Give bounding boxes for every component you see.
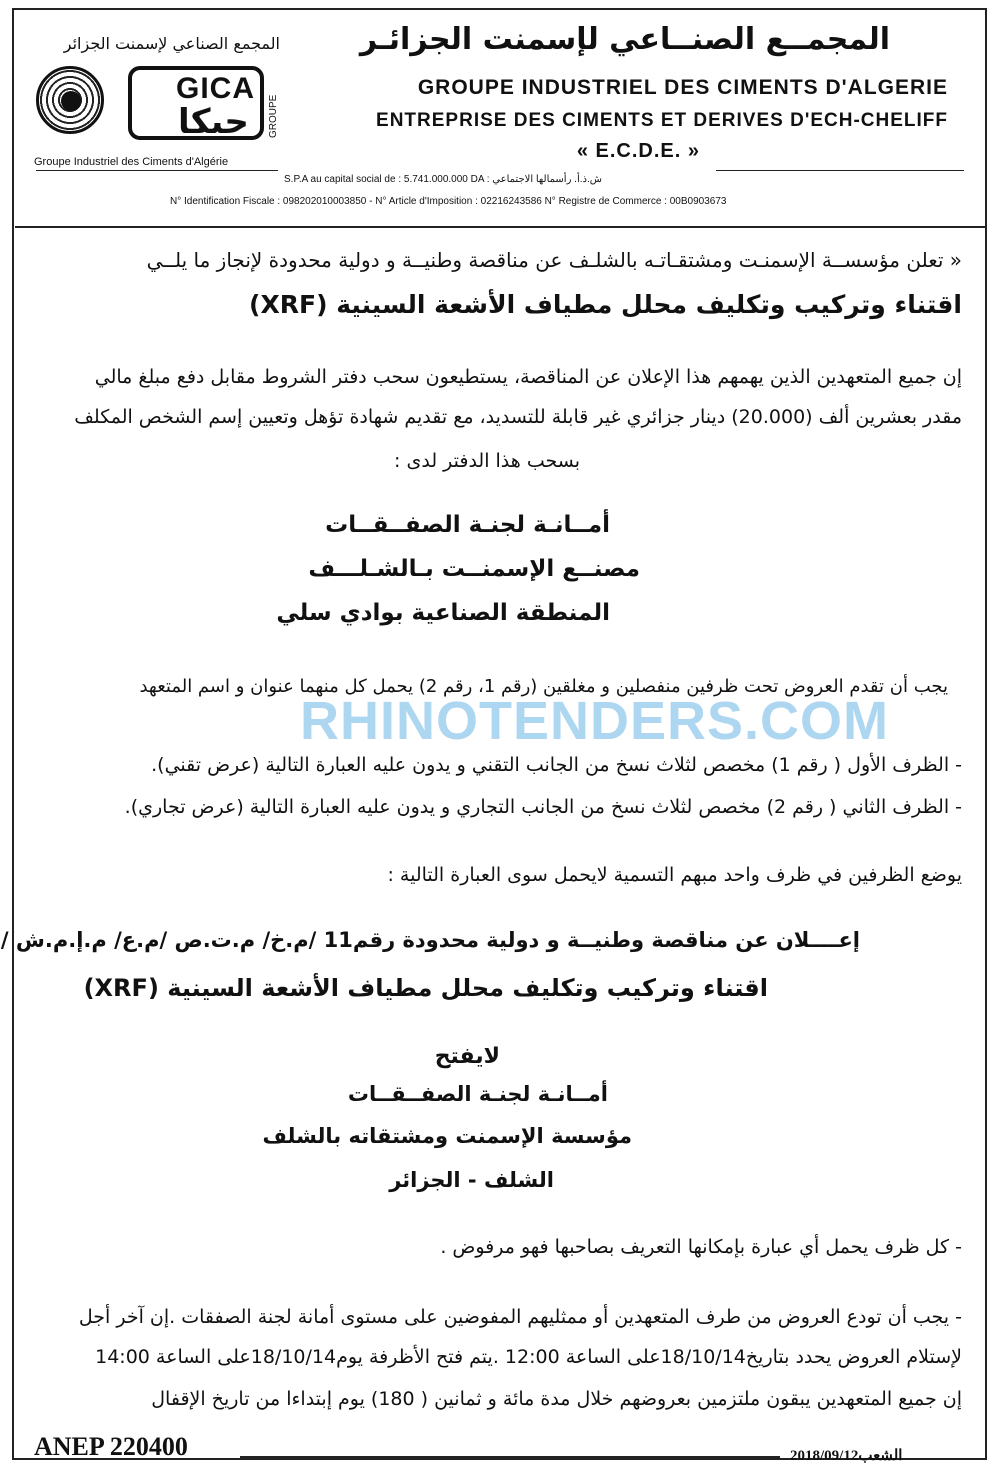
paragraph-line: مقدر بعشرين ألف (20.000) دينار جزائري غير قابلة للتسديد، مع تقديم شهادة تؤهل وتعيين إسم الشخص المكلف (74, 406, 962, 428)
publication-date: الشعب2018/09/12 (790, 1448, 903, 1464)
deadline-line: إن جميع المتعهدين يبقون ملتزمين بعروضهم خلال مدة مائة و ثمانين ( 180) يوم إبتداءا من تاريخ الإقفال (151, 1388, 962, 1410)
do-not-open-label: لايفتح (434, 1044, 500, 1069)
deadline-line: - يجب أن تودع العروض من طرف المتعهدين أو ممثليهم المفوضين على مستوى أمانة لجنة الصفقات .إن آخر أجل (78, 1306, 962, 1328)
divider (716, 170, 964, 171)
divider (36, 170, 278, 171)
address-line: مؤسسة الإسمنت ومشتقاته بالشلف (262, 1124, 632, 1148)
watermark: RHINOTENDERS.COM (300, 691, 890, 751)
paragraph-line: بسحب هذا الدفتر لدى : (394, 450, 580, 472)
header-title-arabic: المجمــع الصنــاعي لإسمنت الجزائـر (359, 22, 890, 57)
rejection-notice: - كل ظرف يحمل أي عبارة بإمكانها التعريف بصاحبها فهو مرفوض . (440, 1236, 962, 1258)
paragraph-line: إن جميع المتعهدين الذين يهمهم هذا الإعلان عن المناقصة، يستطيعون سحب دفتر الشروط مقابل دفع مبلغ مالي (94, 366, 962, 388)
anep-reference: ANEP 220400 (34, 1432, 188, 1461)
paragraph-line: يجب أن تقدم العروض تحت ظرفين منفصلين و مغلقين (رقم 1، رقم 2) يحمل كل منهما عنوان و اسم المتعهد (139, 676, 948, 697)
logo-caption-french: Groupe Industriel des Ciments d'Algérie (34, 156, 229, 168)
gica-logo-arabic: جيكا (178, 102, 249, 142)
envelope-line: - الظرف الأول ( رقم 1) مخصص لثلاث نسخ من الجانب التقني و يدون عليه العبارة التالية (عرض تقني). (151, 754, 962, 776)
seal-icon (36, 66, 104, 134)
gica-logo-text: GICA (176, 72, 255, 105)
header-separator (15, 226, 985, 228)
header-entreprise-name: ENTREPRISE DES CIMENTS ET DERIVES D'ECH-CHELIFF (376, 110, 948, 131)
divider (240, 1456, 780, 1458)
address-line: الشلف - الجزائر (389, 1168, 554, 1192)
intro-text: « تعلن مؤسســة الإسمنـت ومشتقـاتـه بالشلـف عن مناقصة وطنيــة و دولية محدودة لإنجاز ما يلــي (146, 248, 962, 272)
registration-info: N° Identification Fiscale : 098202010003850 - N° Article d'Imposition : 02216243586 N° Registre de Commerce : 00B0903673 (170, 196, 727, 207)
capital-info: S.P.A au capital social de : 5.741.000.000 DA : ش.ذ.أ. رأسمالها الاجتماعي (284, 174, 602, 185)
address-line: مصنــع الإسمنــت بـالشـلـــف (308, 556, 640, 582)
header-acronym: « E.C.D.E. » (576, 140, 700, 162)
header-company-name: GROUPE INDUSTRIEL DES CIMENTS D'ALGERIE (417, 76, 948, 99)
address-line: أمــانـة لجنـة الصفــقــات (347, 1082, 608, 1106)
paragraph-line: يوضع الظرفين في ظرف واحد مبهم التسمية لايحمل سوى العبارة التالية : (387, 864, 962, 886)
address-line: المنطقة الصناعية بوادي سلي (276, 600, 610, 626)
address-line: أمــانـة لجنـة الصفــقــات (325, 512, 610, 538)
envelope-line: - الظرف الثاني ( رقم 2) مخصص لثلاث نسخ من الجانب التجاري و يدون عليه العبارة التالية (عرض تجاري). (124, 796, 962, 818)
logo-groupe-label: GROUPE (268, 94, 279, 138)
logo-caption-arabic: المجمع الصناعي لإسمنت الجزائر (63, 34, 280, 53)
tender-title: اقتناء وتركيب وتكليف محلل مطياف الأشعة السينية (XRF) (249, 290, 962, 319)
envelope-title: اقتناء وتركيب وتكليف محلل مطياف الأشعة السينية (XRF) (83, 974, 768, 1002)
deadline-line: لإستلام العروض يحدد بتاريخ18/10/14على الساعة 12:00 .يتم فتح الأظرفة يوم18/10/14على الساعة 14:00 (95, 1346, 962, 1368)
envelope-announcement: إعــــلان عن مناقصة وطنيــة و دولية محدودة رقم11 /م.خ/ م.ت.ص /م.ع/ م.إ.م.ش / (0, 928, 860, 952)
